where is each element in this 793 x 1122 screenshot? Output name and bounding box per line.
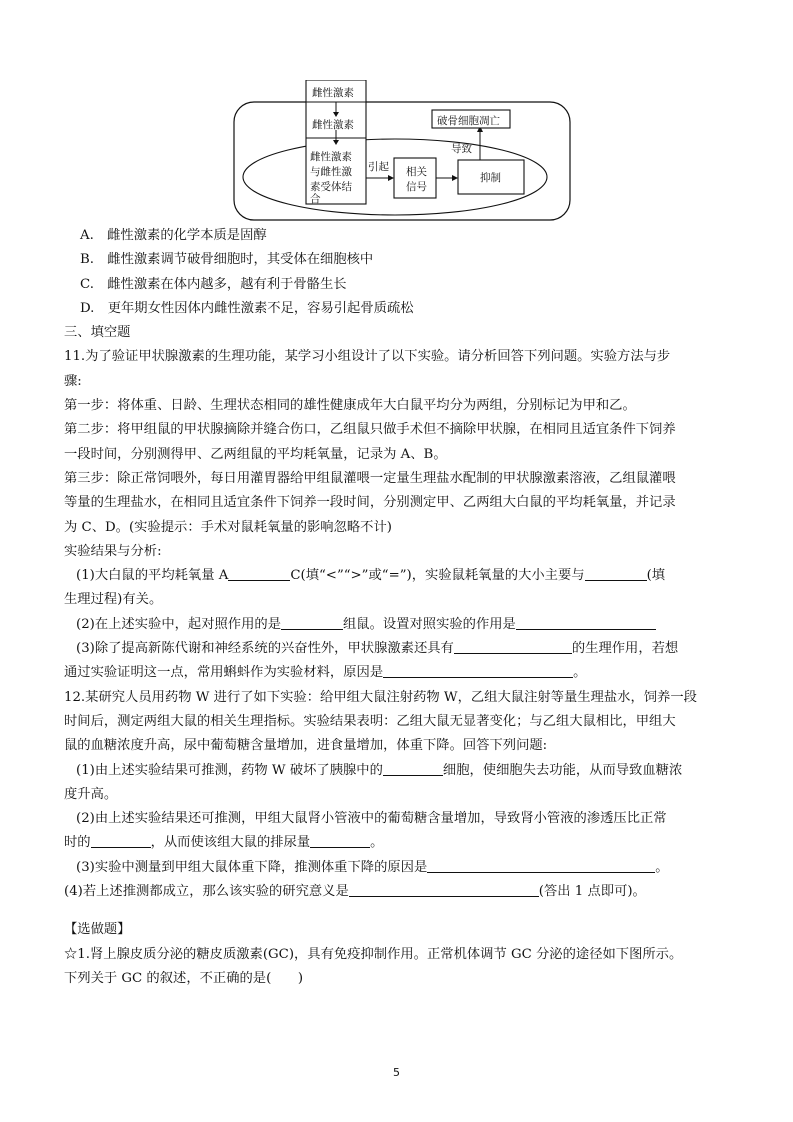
- box-bind-line-1: 雌性激素: [310, 151, 352, 163]
- q11-part-1-line-1: [64, 564, 732, 588]
- q12-stem-line-3: 鼠的血糖浓度升高，尿中葡萄糖含量增加，进食量增加，体重下降。回答下列问题:: [64, 738, 548, 754]
- q11-part-3-line-2: [64, 661, 732, 685]
- question-content: [64, 224, 732, 991]
- option-d: D. 更年期女性因体内雌性激素不足，容易引起骨质疏松: [80, 300, 414, 316]
- q11-step-2-line-2: 一段时间，分别测得甲、乙两组鼠的平均耗氧量，记录为 A、B。: [64, 446, 447, 462]
- q11-step-3-line-3: 为 C、D。(实验提示：手术对鼠耗氧量的影响忽略不计): [64, 519, 392, 535]
- q11-part-1-line-2: 生理过程)有关。: [64, 592, 163, 608]
- q11-step-3-line-2: 等量的生理盐水，在相同且适宜条件下饲养一段时间，分别测定甲、乙两组大白鼠的平均耗氧量，并记录: [64, 495, 676, 511]
- q12-p2-text-d: 。: [370, 835, 384, 851]
- q12-p3-text-b: 。: [655, 859, 669, 875]
- optional-title: 【选做题】: [64, 922, 131, 938]
- q12-part-3: [64, 856, 732, 880]
- q11-part-3-line-1: [64, 637, 732, 661]
- q12-part-4: [64, 880, 732, 904]
- section-title: 三、填空题: [64, 325, 131, 341]
- q12-p1-text-a: (1)由上述实验结果可推测，药物 W 破坏了胰腺中的: [76, 762, 383, 778]
- answer-blank[interactable]: [228, 566, 290, 581]
- q11-stem-line-1: 11.为了验证甲状腺激素的生理功能，某学习小组设计了以下实验。请分析回答下列问题。实验方法与步: [64, 349, 671, 365]
- q11-p1-text-b: C(填“<”“>”或“=”)，实验鼠耗氧量的大小主要与: [290, 568, 585, 584]
- label-lead: 导致: [451, 143, 472, 155]
- q12-p2-text-c: ，从而使该组大鼠的排尿量: [150, 835, 311, 851]
- answer-blank[interactable]: [585, 566, 647, 581]
- q12-part-1-line-2: 度升高。: [64, 786, 118, 802]
- answer-blank[interactable]: [383, 663, 573, 678]
- q11-p2-text-b: 组鼠。设置对照实验的作用是: [343, 616, 516, 632]
- q11-step-2-line-1: 第二步：将甲组鼠的甲状腺摘除并缝合伤口，乙组鼠只做手术但不摘除甲状腺，在相同且适宜条件下饲养: [64, 422, 676, 438]
- option-b: B. 雌性激素调节破骨细胞时，其受体在细胞核中: [80, 252, 374, 268]
- box-bind-line-2: 与雌性激: [310, 166, 352, 178]
- q11-p3-text-d: 。: [573, 665, 587, 681]
- answer-blank[interactable]: [349, 882, 539, 897]
- q11-p1-text-a: (1)大白鼠的平均耗氧量 A: [76, 568, 229, 584]
- q11-step-3-line-1: 第三步：除正常饲喂外，每日用灌胃器给甲组鼠灌喂一定量生理盐水配制的甲状腺激素溶液，乙组鼠灌喂: [64, 470, 676, 486]
- estrogen-pathway-figure: [230, 80, 575, 225]
- q11-p3-text-a: (3)除了提高新陈代谢和神经系统的兴奋性外，甲状腺激素还具有: [76, 641, 454, 657]
- optional-q1-line-2: 下列关于 GC 的叙述，不正确的是( ): [64, 970, 304, 986]
- signal-line-2: 信号: [406, 181, 427, 193]
- q12-part-2-line-2: [64, 831, 732, 855]
- q12-p4-text-b: (答出 1 点即可)。: [538, 884, 646, 900]
- q11-p2-text-a: (2)在上述实验中，起对照作用的是: [76, 616, 281, 632]
- q12-part-1-line-1: [64, 759, 732, 783]
- option-a: A. 雌性激素的化学本质是固醇: [80, 228, 267, 243]
- box-mid-label: 雌性激素: [312, 119, 354, 131]
- optional-q1-line-1: ☆1.肾上腺皮质分泌的糖皮质激素(GC)，具有免疫抑制作用。正常机体调节 GC 分泌的途径如下图所示。: [64, 946, 683, 962]
- q12-p4-text-a: (4)若上述推测都成立，那么该实验的研究意义是: [64, 884, 349, 900]
- q12-p1-text-b: 细胞，使细胞失去功能，从而导致血糖浓: [442, 762, 683, 778]
- answer-blank[interactable]: [383, 761, 443, 776]
- answer-blank[interactable]: [454, 639, 572, 654]
- box-bind-line-4: 合: [310, 193, 321, 205]
- answer-blank[interactable]: [427, 858, 655, 873]
- q12-p2-text-b: 时的: [64, 835, 91, 851]
- page-number: 5: [393, 1066, 400, 1079]
- q12-part-2-line-1: (2)由上述实验结果还可推测，甲组大鼠肾小管液中的葡萄糖含量增加，导致肾小管液的渗透压比正常: [76, 811, 667, 827]
- q11-step-1: 第一步：将体重、日龄、生理状态相同的雄性健康成年大白鼠平均分为两组，分别标记为甲和乙。: [64, 398, 636, 414]
- inhibit-label: 抑制: [480, 172, 501, 184]
- estrogen-diagram: [230, 80, 575, 225]
- label-cause: 引起: [368, 161, 389, 173]
- box-top-label: 雌性激素: [312, 87, 354, 99]
- option-c: C. 雌性激素在体内越多，越有利于骨骼生长: [80, 276, 347, 292]
- answer-blank[interactable]: [91, 833, 151, 848]
- signal-line-1: 相关: [406, 166, 427, 178]
- q11-part-2: [64, 613, 732, 637]
- answer-blank[interactable]: [516, 615, 656, 630]
- q12-stem-line-2: 时间后，测定两组大鼠的相关生理指标。实验结果表明：乙组大鼠无显著变化；与乙组大鼠相比，甲组大: [64, 713, 676, 729]
- q11-stem-line-2: 骤:: [64, 373, 82, 389]
- q11-p1-text-c: (填: [646, 568, 666, 584]
- osteoclast-death-label: 破骨细胞凋亡: [437, 115, 500, 127]
- q12-p3-text-a: (3)实验中测量到甲组大鼠体重下降，推测体重下降的原因是: [76, 859, 428, 875]
- q12-stem-line-1: 12.某研究人员用药物 W 进行了如下实验：给甲组大鼠注射药物 W，乙组大鼠注射等量生理盐水，饲养一段: [64, 689, 697, 705]
- q11-p3-text-b: 的生理作用，若想: [571, 641, 679, 657]
- answer-blank[interactable]: [310, 833, 370, 848]
- q11-result-title: 实验结果与分析:: [64, 543, 162, 559]
- q11-p3-text-c: 通过实验证明这一点，常用蝌蚪作为实验材料，原因是: [64, 665, 384, 681]
- box-bind-line-3: 素受体结: [310, 181, 352, 193]
- answer-blank[interactable]: [281, 615, 343, 630]
